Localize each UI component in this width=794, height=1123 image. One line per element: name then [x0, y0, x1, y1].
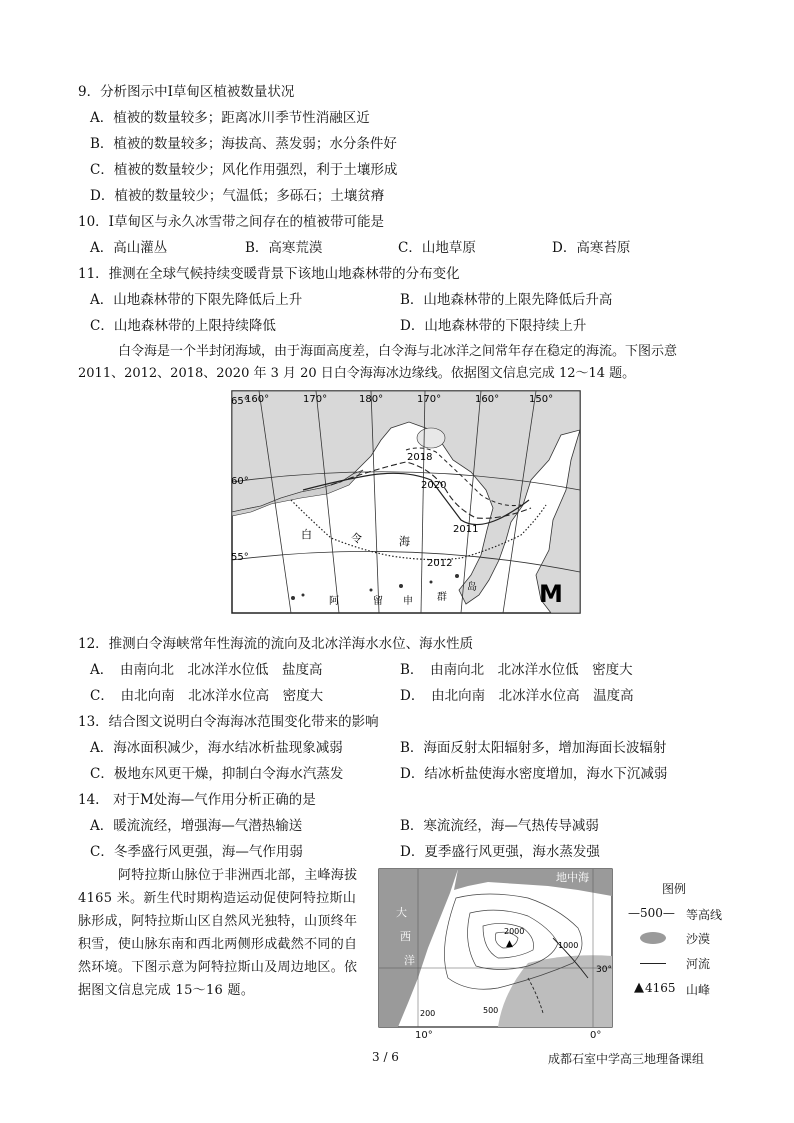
map2-legend	[620, 880, 770, 1010]
footer-org: 成都石室中学高三地理备课组	[548, 1052, 705, 1066]
q14-option-b: B．寒流流经，海—气热传导减弱	[400, 818, 599, 834]
q12-option-a: A． 由南向北 北冰洋水位低 盐度高	[90, 662, 323, 678]
year-label-2012: 2012	[427, 558, 453, 569]
marker-m: M	[539, 580, 563, 608]
legend-peak-value: 4165	[645, 981, 676, 995]
lon-label-180: 180°	[359, 394, 384, 405]
passage2-line5: 然环境。下图示意为阿特拉斯山及周边地区。依	[78, 960, 358, 975]
lon-label-0: 0°	[590, 1030, 602, 1041]
lon-label-150e: 150°	[529, 394, 554, 405]
lat-label-65: 65°	[231, 396, 249, 407]
q14-option-a: A．暖流流经，增强海—气潜热输送	[90, 818, 303, 834]
q9-stem: 9．分析图示中Ⅰ草甸区植被数量状况	[78, 84, 295, 100]
legend-title: 图例	[662, 882, 687, 896]
q13-stem: 13．结合图文说明白令海海冰范围变化带来的影响	[78, 714, 379, 730]
q11-option-d: D．山地森林带的下限持续上升	[400, 318, 587, 334]
year-label-2018: 2018	[407, 452, 433, 463]
q10-option-d: D．高寒苔原	[552, 240, 631, 256]
q13-option-c: C．极地东风更干燥，抑制白令海水汽蒸发	[90, 766, 344, 782]
q12-option-d: D． 由北向南 北冰洋水位高 温度高	[400, 688, 634, 704]
lon-label-160e: 160°	[475, 394, 500, 405]
year-label-2020: 2020	[421, 480, 447, 491]
q11-stem: 11．推测在全球气候持续变暖背景下该地山地森林带的分布变化	[78, 266, 460, 282]
q12-stem: 12．推测白令海峡常年性海流的流向及北冰洋海水水位、海水性质	[78, 636, 474, 652]
q12-option-b: B． 由南向北 北冰洋水位低 密度大	[400, 662, 633, 678]
place-label-liu: 留	[373, 596, 383, 607]
legend-peak-triangle-icon: ▲	[634, 980, 644, 995]
place-label-dao: 岛	[467, 582, 477, 593]
contour-1000: 1000	[558, 941, 579, 950]
contour-500: 500	[483, 1006, 499, 1015]
q10-option-a: A．高山灌丛	[90, 240, 168, 256]
peak-marker: ▲	[506, 939, 513, 949]
passage2-line6: 据图文信息完成 15～16 题。	[78, 983, 255, 998]
legend-desert-label: 沙漠	[686, 932, 711, 946]
q10-stem: 10．Ⅰ草甸区与永久冰雪带之间存在的植被带可能是	[78, 214, 385, 230]
q11-option-c: C．山地森林带的上限持续降低	[90, 318, 276, 334]
label-atlantic-3: 洋	[404, 954, 415, 967]
legend-contour-label: 等高线	[686, 908, 723, 922]
page-number: 3 / 6	[372, 1050, 399, 1064]
passage1-line1: 白令海是一个半封闭海域，由于海面高度差，白令海与北冰洋之间常年存在稳定的海流。下图示意	[118, 344, 678, 359]
q9-option-d: D．植被的数量较少；气温低；多砾石；土壤贫瘠	[90, 188, 385, 204]
bering-sea-map	[231, 390, 581, 614]
q9-option-c: C．植被的数量较少；风化作用强烈，利于土壤形成	[90, 162, 398, 178]
contour-200: 200	[420, 1009, 436, 1018]
place-label-a: 阿	[329, 596, 339, 607]
place-label-hai: 海	[399, 535, 410, 548]
legend-desert-swatch	[640, 932, 666, 944]
q11-option-b: B．山地森林带的上限先降低后升高	[400, 292, 613, 308]
legend-river-line	[640, 963, 666, 964]
label-atlantic-2: 西	[400, 930, 411, 943]
q12-option-c: C． 由北向南 北冰洋水位高 密度大	[90, 688, 324, 704]
atlas-mountains-map	[378, 868, 613, 1028]
label-atlantic-1: 大	[396, 906, 407, 919]
lat-label-55: 55°	[231, 552, 249, 563]
legend-contour-symbol: —500—	[628, 906, 675, 920]
legend-river-label: 河流	[686, 957, 711, 971]
lat-label-60: 60°	[231, 476, 249, 487]
passage2-line4: 积雪，使山脉东南和西北两侧形成截然不同的自	[78, 937, 358, 952]
q10-option-c: C．山地草原	[398, 240, 476, 256]
label-mediterranean: 地中海	[556, 871, 589, 884]
q14-stem: 14. 对于M处海—气作用分析正确的是	[78, 792, 316, 808]
lon-label-170w: 170°	[303, 394, 328, 405]
q14-option-d: D．夏季盛行风更强，海水蒸发强	[400, 844, 600, 860]
place-label-bai: 白	[301, 528, 312, 541]
passage2-line1: 阿特拉斯山脉位于非洲西北部，主峰海拔	[118, 868, 358, 883]
passage2	[78, 864, 368, 1002]
q9-option-a: A．植被的数量较多；距离冰川季节性消融区近	[90, 110, 370, 126]
q13-option-b: B．海面反射太阳辐射多，增加海面长波辐射	[400, 740, 667, 756]
year-label-2011: 2011	[453, 524, 479, 535]
q14-option-c: C．冬季盛行风更强，海—气作用弱	[90, 844, 303, 860]
lon-label-160w: 160°	[245, 394, 270, 405]
q13-option-d: D．结冰析盐使海水密度增加，海水下沉减弱	[400, 766, 668, 782]
q9-option-b: B．植被的数量较多；海拔高、蒸发弱；水分条件好	[90, 136, 397, 152]
lat-label-30: 30°	[596, 965, 612, 975]
passage1-line2: 2011、2012、2018、2020 年 3 月 20 日白令海海冰边缘线。依据图文信息完成 12～14 题。	[78, 366, 636, 381]
place-label-qun: 群	[437, 592, 447, 603]
contour-2000: 2000	[504, 927, 525, 936]
passage2-line2: 4165 米。新生代时期构造运动促使阿特拉斯山	[78, 891, 357, 906]
q13-option-a: A．海冰面积减少，海水结冰析盐现象减弱	[90, 740, 343, 756]
q10-option-b: B．高寒荒漠	[245, 240, 323, 256]
lon-label-170e: 170°	[417, 394, 442, 405]
lon-label-10: 10°	[415, 1030, 433, 1041]
q11-option-a: A．山地森林带的下限先降低后上升	[90, 292, 303, 308]
passage2-line3: 脉形成，阿特拉斯山区自然风光独特，山顶终年	[78, 914, 358, 929]
place-label-shen: 申	[403, 596, 413, 607]
legend-peak-label: 山峰	[686, 983, 711, 997]
place-label-ling: 令	[351, 532, 362, 545]
